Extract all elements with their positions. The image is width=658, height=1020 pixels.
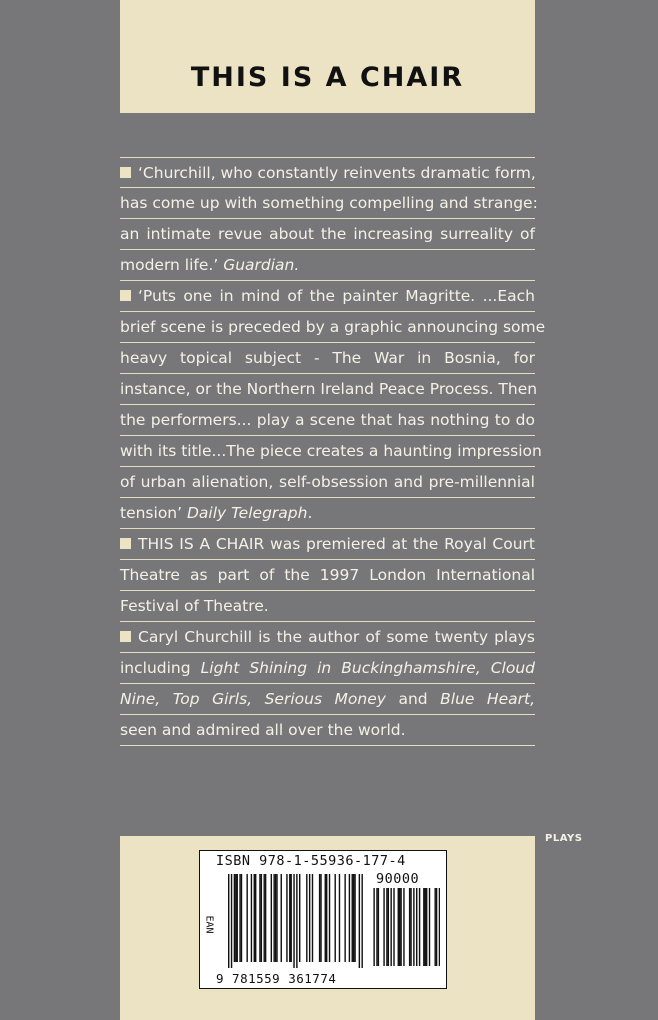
barcode-bar [425,888,426,966]
barcode-bar [286,874,287,962]
barcode-bar [290,874,291,962]
text-line [120,343,535,374]
barcode-bar [352,874,353,962]
italic-text: Light Shining in Buckinghamshire, Cloud [200,659,535,677]
text-line [120,529,535,560]
barcode-bar [353,874,354,962]
barcode-bar [416,888,417,966]
text-line [120,219,535,250]
isbn-number: ISBN 978-1-55936-177-4 [216,853,406,869]
barcode-bar [349,874,350,962]
bullet-square-icon [120,167,131,178]
isbn-barcode [199,850,447,989]
bullet-square-icon [120,538,131,549]
barcode-bar [378,888,379,966]
title-band [120,0,535,113]
text-segment: an intimate revue about the increasing surreality of [120,225,535,243]
barcode-bar [251,874,252,962]
text-segment: including [120,659,201,677]
barcode-bar [326,874,327,962]
barcode-bar [259,874,260,962]
text-line [120,467,535,498]
barcode-bar [273,874,274,962]
text-line [120,405,535,436]
barcode-bar [276,874,277,962]
barcode-bar [413,888,414,966]
ean-digits: 9 781559 361774 [216,971,337,986]
text-segment: heavy topical subject - The War in Bosnia, for [120,349,535,367]
barcode-bar [255,874,256,962]
barcode-bar [275,874,276,962]
ean-bars [228,874,363,969]
text-segment: the performers... play a scene that has nothing to do [120,411,535,429]
italic-text: Daily Telegraph [186,504,308,522]
barcode-bar [299,874,300,962]
text-line [120,622,535,653]
barcode-bar [261,874,262,962]
italic-text: Nine, Top Girls, Serious Money [120,690,386,708]
text-segment: with its title...The piece creates a haunting impression [120,442,542,460]
text-line [120,715,535,746]
category-label: PLAYS [545,833,583,844]
text-segment: has come up with something compelling and strange: [120,194,538,212]
text-segment: Festival of Theatre. [120,597,269,615]
text-segment: Caryl Churchill is the author of some twenty plays [138,628,535,646]
text-line [120,374,538,405]
barcode-bar [344,874,345,962]
barcode-bar [265,874,266,962]
text-segment: modern life.’ [120,256,224,274]
barcode-bar [289,874,290,962]
text-line [120,281,535,312]
blurb-text [120,157,546,746]
barcode-bar [434,888,435,966]
barcode-bar [234,874,235,962]
text-line [120,157,535,188]
italic-text: Blue Heart, [440,690,536,708]
barcode-bar [419,888,420,966]
italic-text: Guardian. [223,256,300,274]
barcode-bar [335,874,336,962]
barcode-bar [312,874,313,962]
barcode-bar [271,874,272,962]
barcode-bar [429,888,430,966]
barcode-bar [264,874,265,962]
barcode-bar [309,874,310,962]
barcode-bar [339,874,340,962]
text-segment: ‘Churchill, who constantly reinvents dramatic form, [138,164,536,182]
barcode-bar [373,888,374,966]
addon-bars [372,888,440,968]
barcode-band [120,836,535,1020]
text-segment: ‘Puts one in mind of the painter Magritte. ...Each [138,287,535,305]
text-line [120,250,535,281]
barcode-bar [293,874,294,968]
barcode-bar [383,888,384,966]
barcode-bar [281,874,282,962]
barcode-bar [423,888,424,966]
barcode-bar [439,888,440,966]
barcode-bar [426,888,427,966]
barcode-bar [320,874,321,962]
barcode-bar [228,874,229,968]
text-line [120,653,535,684]
text-line [120,312,546,343]
text-line [120,436,542,467]
barcode-bar [361,874,362,968]
text-segment: brief scene is preceded by a graphic announcing some [120,318,546,336]
barcode-bar [246,874,247,962]
barcode-bar [231,874,232,968]
text-segment: of urban alienation, self-obsession and pre-millennial [120,473,535,491]
text-segment: tension’ [120,504,187,522]
barcode-bar [400,888,401,966]
text-line [120,560,535,591]
barcode-bar [354,874,355,962]
text-segment: instance, or the Northern Ireland Peace Process. Then [120,380,538,398]
barcode-bar [359,874,360,968]
barcode-bar [235,874,236,962]
text-segment: seen and admired all over the world. [120,721,406,739]
barcode-bar [390,888,391,966]
book-title: THIS IS A CHAIR [190,62,465,93]
price-code: 90000 [376,871,420,887]
text-segment: . [307,504,313,522]
barcode-bar [306,874,307,962]
text-segment: and [385,690,441,708]
barcode-bar [239,874,240,962]
barcode-bar [393,888,394,966]
barcode-bar [237,874,238,962]
barcode-bar [325,874,326,962]
bullet-square-icon [120,290,131,301]
barcode-bar [410,888,411,966]
text-line [120,498,535,529]
barcode-bar [296,874,297,968]
barcode-bar [319,874,320,962]
text-line [120,591,535,622]
text-line [120,188,538,219]
barcode-bar [386,888,387,966]
barcode-bar [254,874,255,962]
barcode-bar [403,888,404,966]
barcode-bar [399,888,400,966]
text-segment: THIS IS A CHAIR was premiered at the Royal Court [138,535,535,553]
barcode-bar [376,888,377,966]
barcode-bar [398,888,399,966]
barcode-bar [436,888,437,966]
barcode-bar [409,888,410,966]
bullet-square-icon [120,631,131,642]
barcode-bar [329,874,330,962]
ean-label: EAN [203,915,215,934]
barcode-bar [388,888,389,966]
barcode-bar [241,874,242,962]
text-line [120,684,535,715]
text-segment: Theatre as part of the 1997 London International [120,566,535,584]
